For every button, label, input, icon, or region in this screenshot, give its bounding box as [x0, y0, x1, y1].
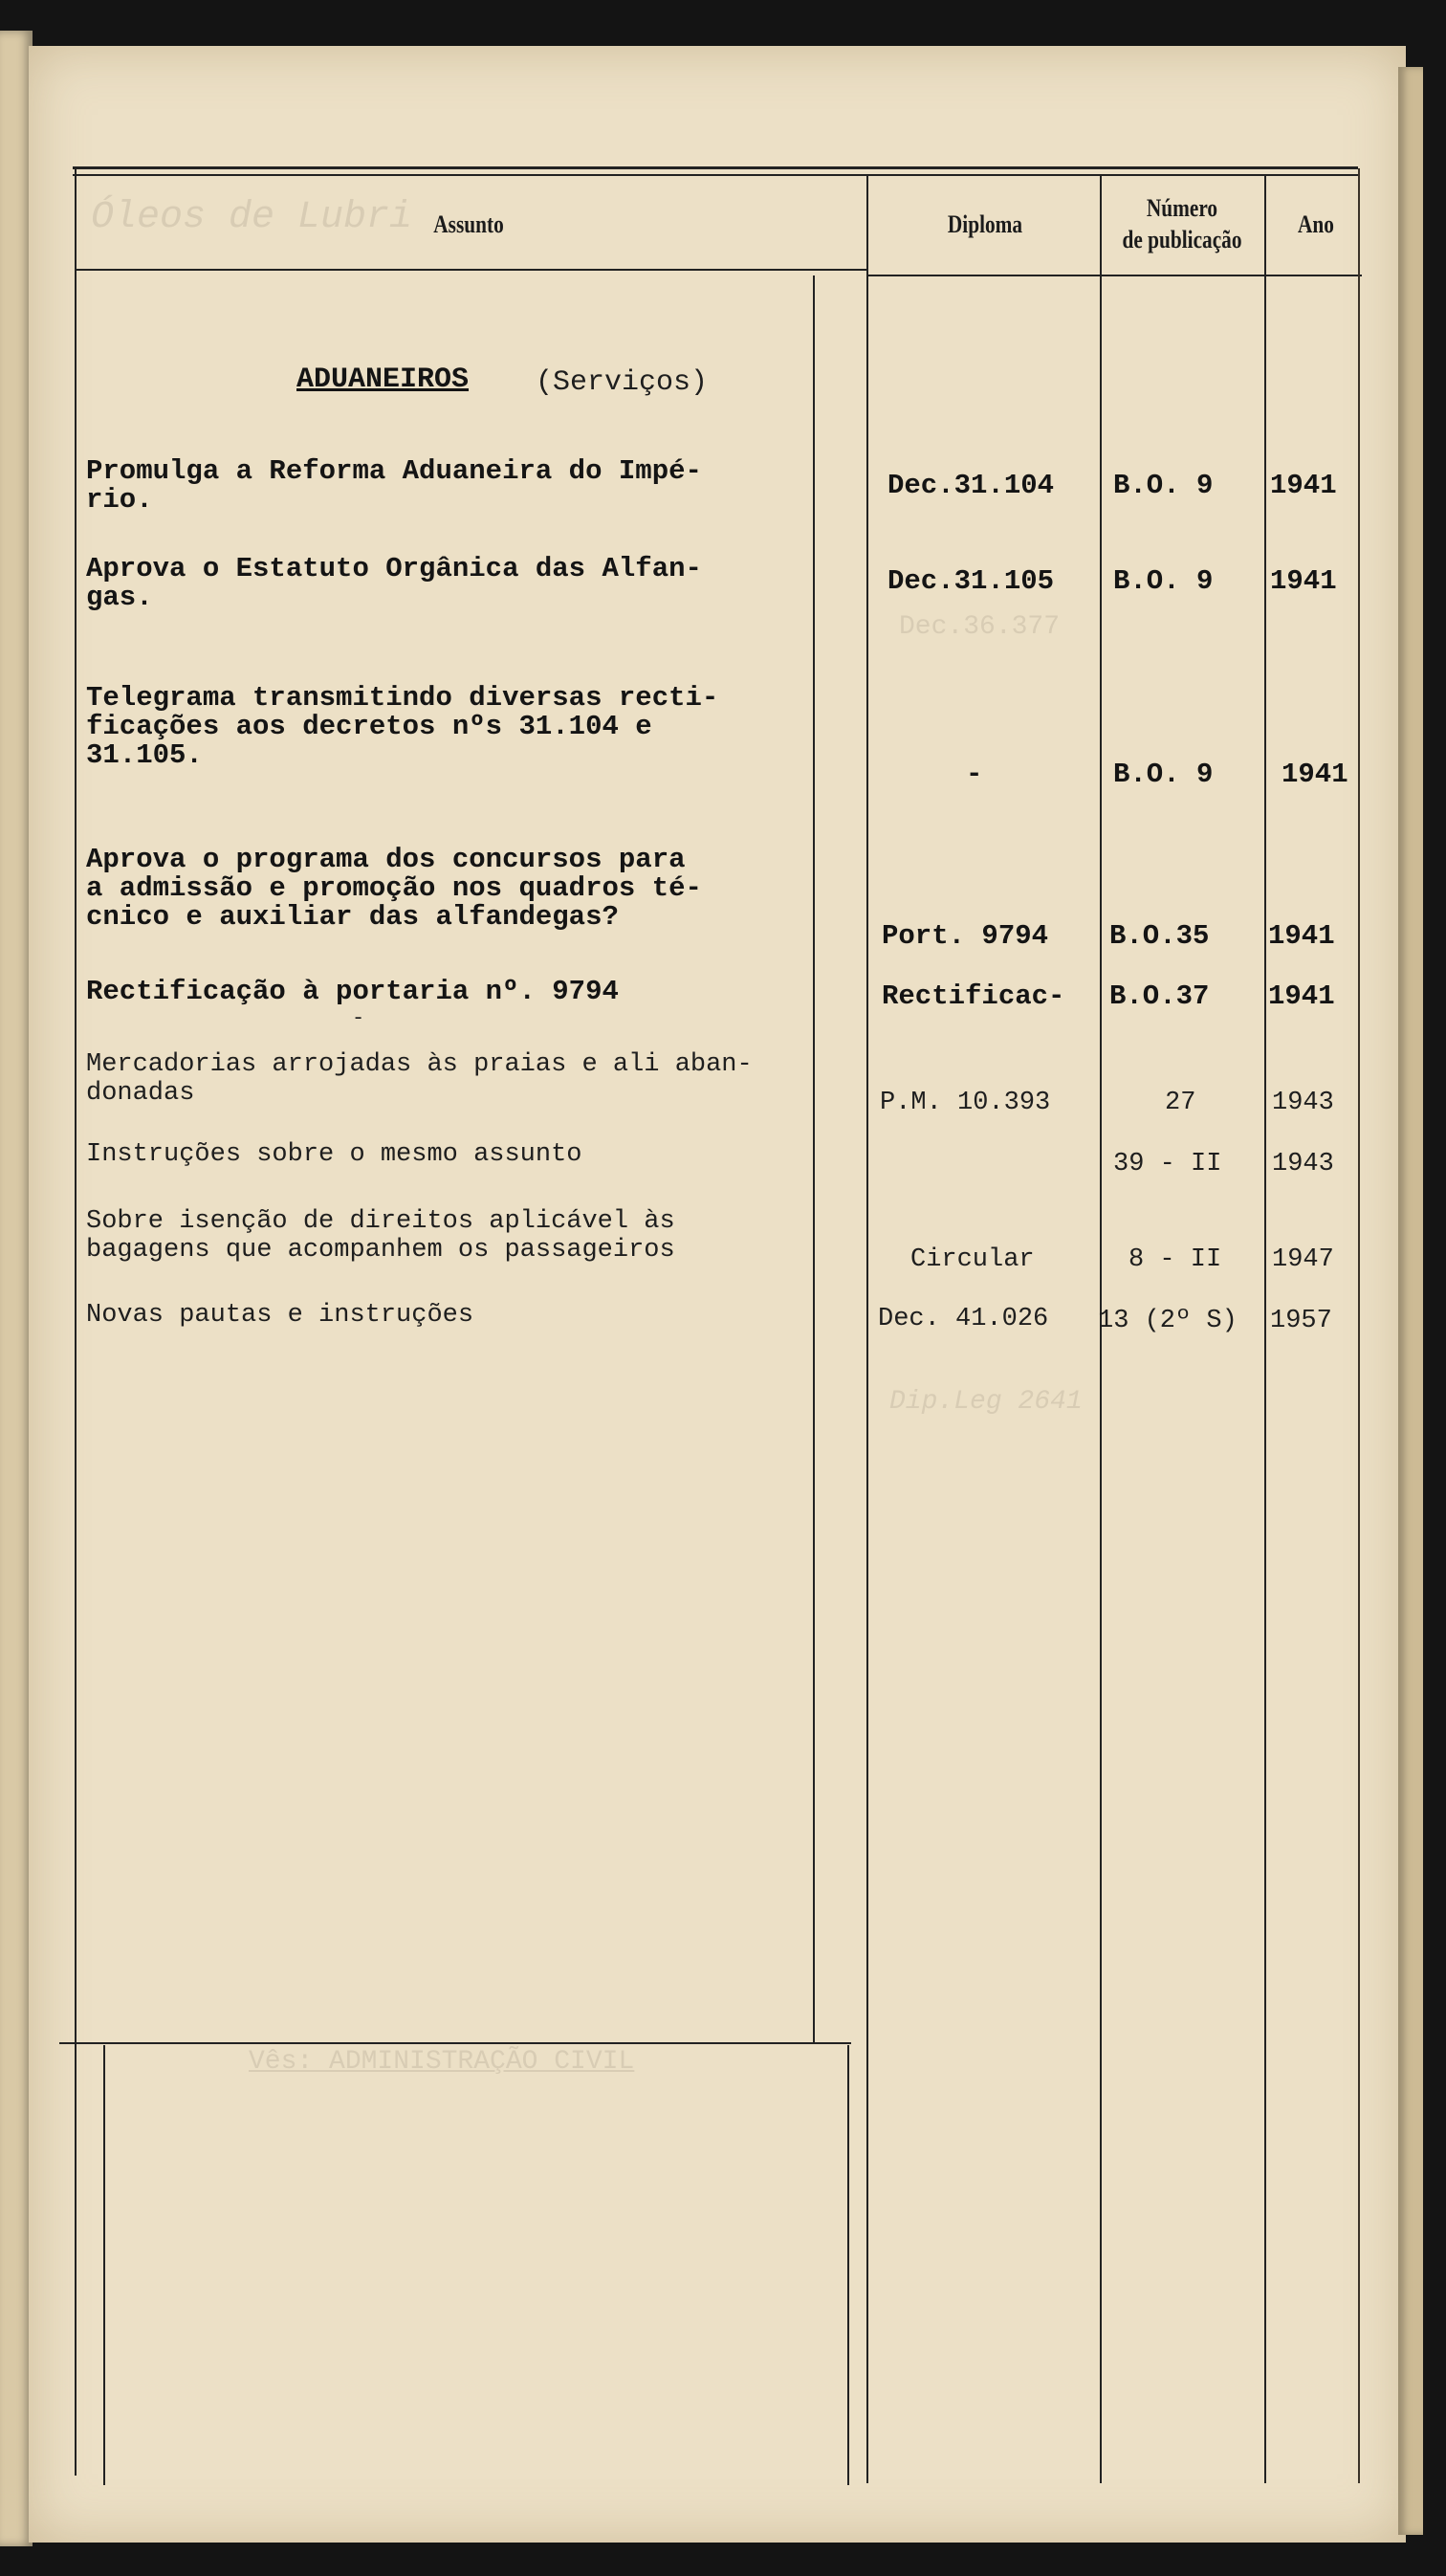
- column-line-left: [75, 168, 77, 2476]
- row-numero: B.O. 9: [1113, 565, 1214, 597]
- row-diploma: Circular: [910, 1245, 1035, 1274]
- row-diploma: -: [966, 759, 983, 790]
- row-diploma: Dec.31.104: [887, 470, 1055, 501]
- column-line-diploma-left: [866, 175, 868, 2483]
- row-numero: B.O.37: [1109, 980, 1210, 1012]
- row-subject: Aprova o Estatuto Orgânica das Alfan- gas.: [86, 553, 702, 613]
- row-ano: 1941: [1268, 980, 1335, 1012]
- row-numero: B.O.35: [1109, 920, 1210, 952]
- header-bottom-rule-right: [868, 275, 1362, 276]
- row-ano: 1947: [1272, 1245, 1334, 1274]
- row-subject: Sobre isenção de direitos aplicável às bagagens que acompanhem os passageiros: [86, 1207, 675, 1265]
- page-stack-edge: [1398, 67, 1423, 2535]
- footer-column-line-right: [847, 2045, 849, 2485]
- row-subject: Promulga a Reforma Aduaneira do Impé- rio.: [86, 455, 702, 516]
- row-ano: 1957: [1270, 1307, 1332, 1335]
- row-diploma: Dec.31.105: [887, 565, 1055, 597]
- row-numero: 13 (2º S): [1098, 1307, 1238, 1335]
- row-diploma: Rectificac-: [882, 980, 1065, 1012]
- row-numero: 8 - II: [1128, 1245, 1222, 1274]
- column-header-numero-line1: Número: [1146, 194, 1218, 222]
- row-subject: Aprova o programa dos concursos para a admissão e promoção nos quadros té- cnico e auxiliar das alfandegas?: [86, 844, 702, 933]
- row-numero: 27: [1165, 1089, 1196, 1117]
- column-line-subject-right: [813, 275, 815, 2043]
- row-subject: Novas pautas e instruções: [86, 1301, 474, 1330]
- row-ano: 1943: [1272, 1150, 1334, 1178]
- bleed-through-text: Óleos de Lubri: [91, 196, 413, 239]
- row-ano: 1941: [1270, 470, 1337, 501]
- section-title: ADUANEIROS: [296, 363, 470, 396]
- row-diploma: Dec. 41.026: [878, 1305, 1049, 1333]
- bleed-through-text: Dec.36.377: [899, 612, 1061, 642]
- footer-column-line: [103, 2045, 105, 2485]
- row-ano: 1941: [1268, 920, 1335, 952]
- book-binding-edge: [0, 31, 33, 2546]
- row-subject: Instruções sobre o mesmo assunto: [86, 1140, 582, 1169]
- row-ano: 1941: [1270, 565, 1337, 597]
- row-numero: B.O. 9: [1113, 470, 1214, 501]
- table-top-rule: [73, 166, 1358, 169]
- tick-mark: -: [352, 1006, 365, 1030]
- row-ano: 1943: [1272, 1089, 1334, 1117]
- section-subtitle: (Serviços): [536, 366, 709, 399]
- row-subject: Rectificação à portaria nº. 9794: [86, 976, 619, 1007]
- row-diploma: Port. 9794: [882, 920, 1049, 952]
- row-subject: Mercadorias arrojadas às praias e ali aban- donadas: [86, 1050, 753, 1108]
- footer-rule: [59, 2042, 851, 2044]
- row-diploma: P.M. 10.393: [880, 1089, 1051, 1117]
- column-header-diploma: Diploma: [947, 210, 1023, 238]
- bleed-through-text: Dip.Leg 2641: [889, 1387, 1083, 1417]
- ledger-page: [29, 46, 1406, 2543]
- header-bottom-rule: [77, 269, 866, 271]
- column-header-ano: Ano: [1298, 210, 1334, 238]
- column-line-right: [1358, 168, 1360, 2483]
- bleed-through-text: Vês: ADMINISTRAÇÃO CIVIL: [249, 2047, 635, 2077]
- column-header-assunto: Assunto: [433, 210, 504, 238]
- table-top-rule-inner: [73, 174, 1358, 176]
- row-ano: 1941: [1282, 759, 1348, 790]
- column-line-ano-left: [1264, 175, 1266, 2483]
- row-numero: 39 - II: [1113, 1150, 1222, 1178]
- column-header-numero-line2: de publicação: [1122, 226, 1242, 253]
- row-numero: B.O. 9: [1113, 759, 1214, 790]
- row-subject: Telegrama transmitindo diversas recti- ficações aos decretos nºs 31.104 e 31.105.: [86, 682, 719, 771]
